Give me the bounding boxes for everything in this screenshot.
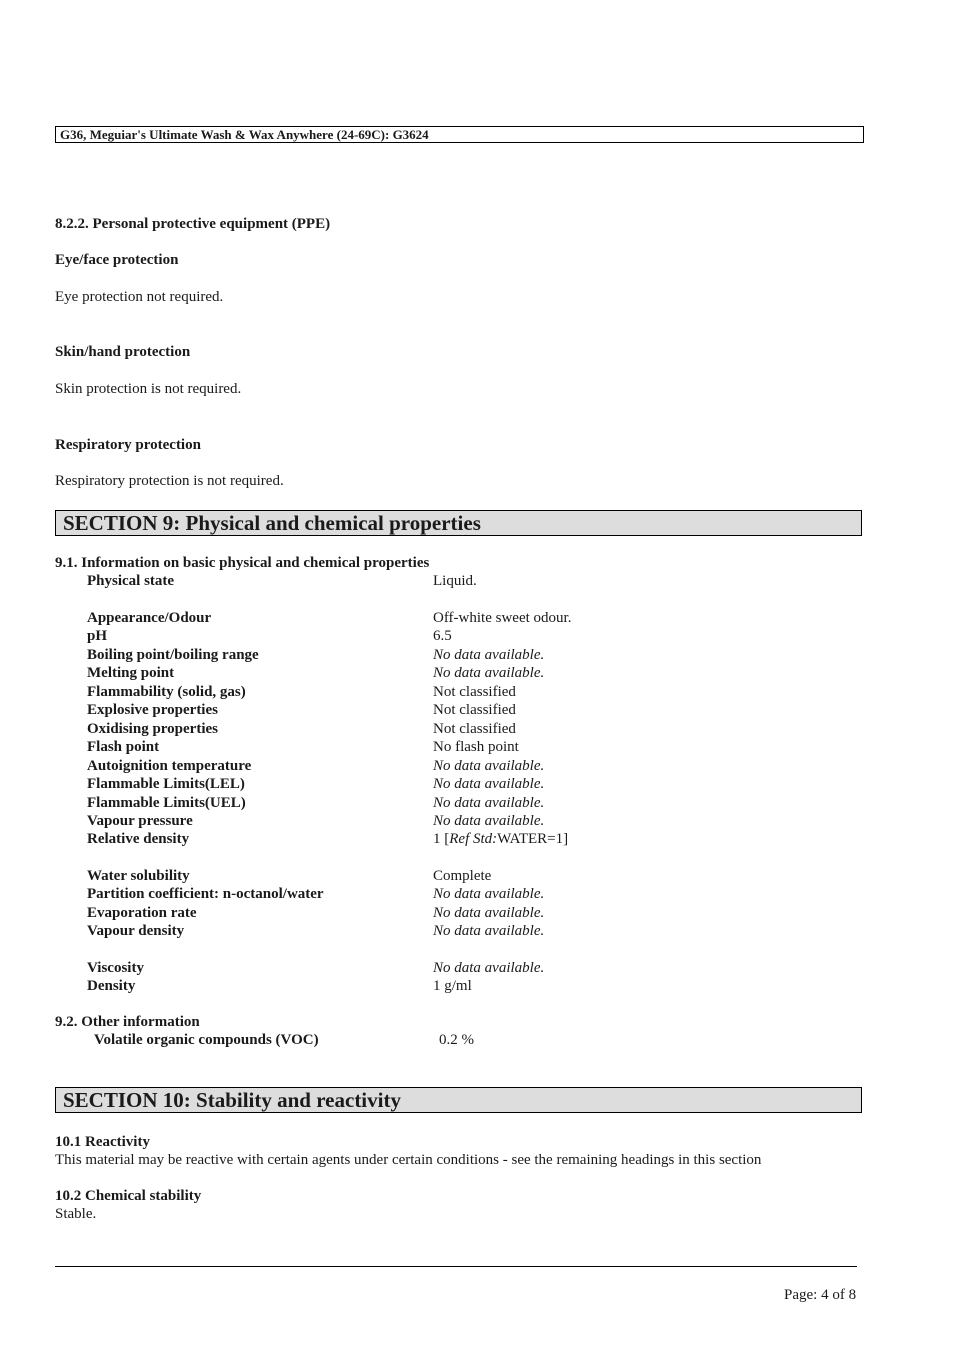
property-value-water-solubility: Complete	[433, 868, 492, 884]
property-label-evaporation-rate: Evaporation rate	[87, 905, 197, 921]
section-9-2-heading: 9.2. Other information	[55, 1014, 200, 1030]
product-title: G36, Meguiar's Ultimate Wash & Wax Anywhere (24-69C): G3624	[60, 127, 429, 142]
property-label-oxidising-properties: Oxidising properties	[87, 721, 218, 737]
property-label-appearance-odour: Appearance/Odour	[87, 610, 212, 626]
property-value-vapour-pressure: No data available.	[433, 813, 545, 829]
footer-rule	[55, 1266, 857, 1267]
property-value-partition-coefficient-n-octanol-water: No data available.	[433, 886, 545, 902]
property-label-explosive-properties: Explosive properties	[87, 702, 218, 718]
property-value-melting-point: No data available.	[433, 665, 545, 681]
property-label-partition-coefficient-n-octanol-water: Partition coefficient: n-octanol/water	[87, 886, 324, 902]
property-label-flammability-solid-gas: Flammability (solid, gas)	[87, 684, 246, 700]
ppe-heading: 8.2.2. Personal protective equipment (PPE)	[55, 216, 331, 232]
property-label-physical-state: Physical state	[87, 573, 175, 589]
reactivity-heading: 10.1 Reactivity	[55, 1134, 150, 1150]
property-value-flash-point: No flash point	[433, 739, 519, 755]
property-label-ph: pH	[87, 628, 108, 644]
property-label-relative-density: Relative density	[87, 831, 190, 847]
eye-protection-heading: Eye/face protection	[55, 252, 179, 268]
property-value-ph: 6.5	[433, 628, 452, 644]
property-label-flammable-limits-lel: Flammable Limits(LEL)	[87, 776, 245, 792]
property-label-vapour-pressure: Vapour pressure	[87, 813, 193, 829]
property-value-density: 1 g/ml	[433, 978, 472, 994]
chemical-stability-text: Stable.	[55, 1206, 97, 1222]
document-header	[55, 126, 864, 143]
property-label-density: Density	[87, 978, 136, 994]
property-label-viscosity: Viscosity	[87, 960, 144, 976]
respiratory-protection-heading: Respiratory protection	[55, 437, 201, 453]
voc-value: 0.2 %	[439, 1032, 474, 1048]
property-value-physical-state: Liquid.	[433, 573, 477, 589]
chemical-stability-heading: 10.2 Chemical stability	[55, 1188, 202, 1204]
voc-label: Volatile organic compounds (VOC)	[94, 1032, 319, 1048]
property-label-flash-point: Flash point	[87, 739, 160, 755]
property-value-evaporation-rate: No data available.	[433, 905, 545, 921]
page-number: Page: 4 of 8	[784, 1287, 857, 1303]
property-value-flammability-solid-gas: Not classified	[433, 684, 516, 700]
property-label-melting-point: Melting point	[87, 665, 175, 681]
relative-density-value: 1 [Ref Std:WATER=1]	[433, 831, 569, 847]
section-9-title: SECTION 9: Physical and chemical properties	[55, 510, 862, 536]
property-value-explosive-properties: Not classified	[433, 702, 516, 718]
property-label-vapour-density: Vapour density	[87, 923, 185, 939]
property-value-appearance-odour: Off-white sweet odour.	[433, 610, 572, 626]
property-label-boiling-point-boiling-range: Boiling point/boiling range	[87, 647, 259, 663]
property-value-flammable-limits-uel: No data available.	[433, 795, 545, 811]
respiratory-protection-text: Respiratory protection is not required.	[55, 473, 284, 489]
property-value-flammable-limits-lel: No data available.	[433, 776, 545, 792]
property-value-vapour-density: No data available.	[433, 923, 545, 939]
property-label-flammable-limits-uel: Flammable Limits(UEL)	[87, 795, 246, 811]
section-10-title: SECTION 10: Stability and reactivity	[55, 1087, 862, 1113]
property-label-autoignition-temperature: Autoignition temperature	[87, 758, 252, 774]
section-9-1-heading: 9.1. Information on basic physical and chemical properties	[55, 555, 430, 571]
skin-protection-heading: Skin/hand protection	[55, 344, 191, 360]
property-value-autoignition-temperature: No data available.	[433, 758, 545, 774]
property-value-viscosity: No data available.	[433, 960, 545, 976]
reactivity-text: This material may be reactive with certain agents under certain conditions - see the remaining headings in this section	[55, 1152, 762, 1168]
eye-protection-text: Eye protection not required.	[55, 289, 224, 305]
skin-protection-text: Skin protection is not required.	[55, 381, 242, 397]
property-label-water-solubility: Water solubility	[87, 868, 190, 884]
property-value-oxidising-properties: Not classified	[433, 721, 516, 737]
property-value-boiling-point-boiling-range: No data available.	[433, 647, 545, 663]
